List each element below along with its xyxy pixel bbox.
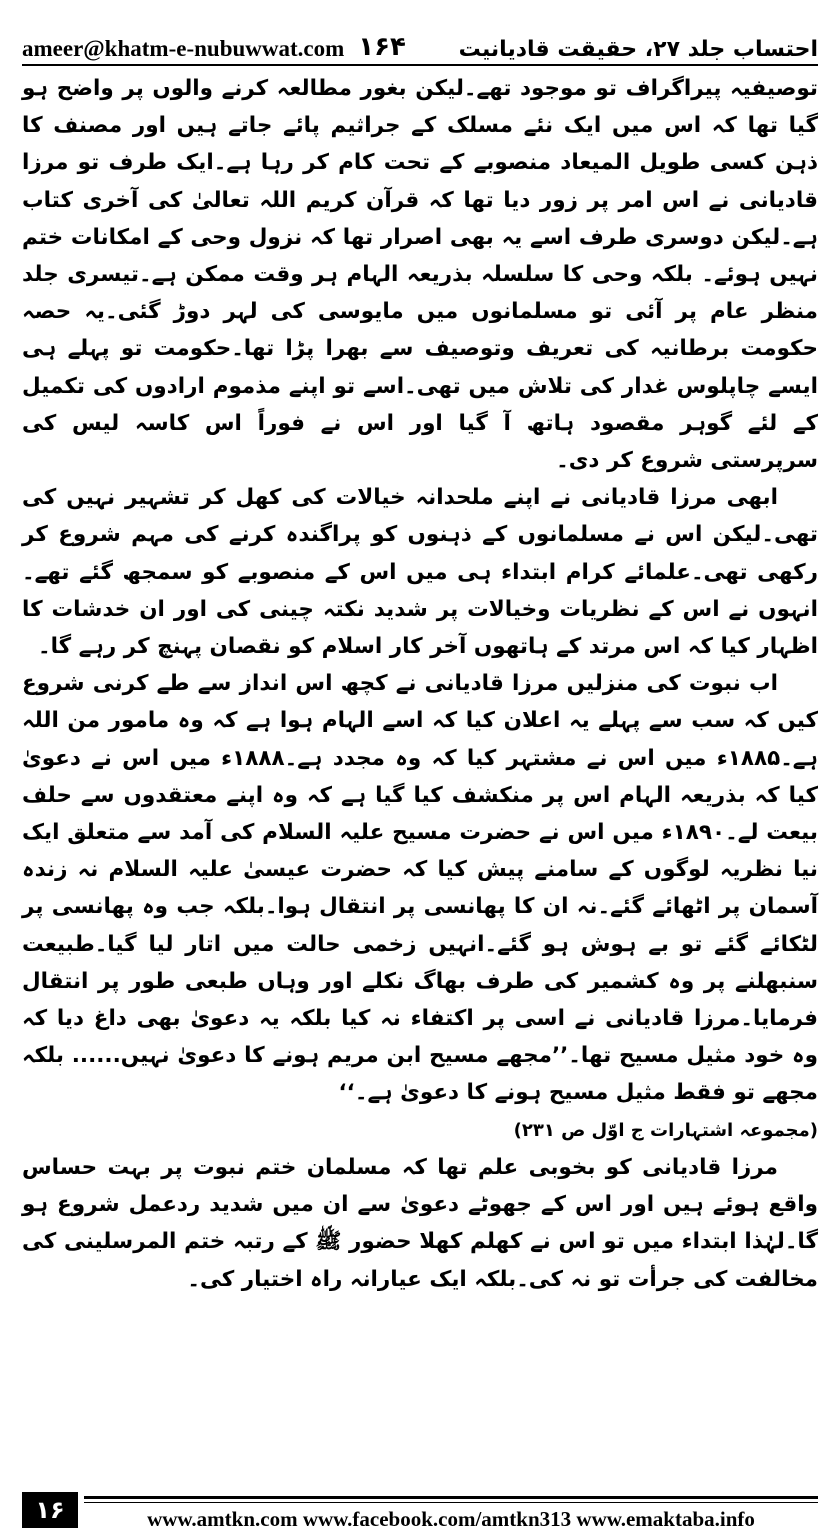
header-book-title: احتساب جلد ۲۷، حقیقت قادیانیت: [458, 37, 818, 62]
paragraph-3: اب نبوت کی منزلیں مرزا قادیانی نے کچھ اس انداز سے طے کرنی شروع کیں کہ سب سے پہلے یہ اعلان کیا کہ اسے الہام ہوا ہے کہ وہ مامور من اللہ ہے۔۱۸۸۵ء میں اس نے مشتہر کیا کہ وہ مجدد ہے۔۱۸۸۸ء میں اس نے دعویٰ کیا کہ بذریعہ الہام اس پر منکشف کیا گیا ہے کہ وہ اپنے معتقدوں سے حلف بیعت لے۔۱۸۹۰ء میں اس نے حضرت مسیح علیہ السلام کی آمد سے متعلق ایک نیا نظریہ لوگوں کے سامنے پیش کیا کہ حضرت عیسیٰ علیہ السلام نہ زندہ آسمان پر اٹھائے گئے۔نہ ان کا پھانسی پر انتقال ہوا۔بلکہ جب وہ پھانسی پر لٹکائے گئے تو بے ہوش ہو گئے۔انہیں زخمی حالت میں اتار لیا گیا۔طبیعت سنبھلنے پر وہ کشمیر کی طرف بھاگ نکلے اور وہاں طبعی طور پر انتقال فرمایا۔مرزا قادیانی نے اسی پر اکتفاء نہ کیا بلکہ یہ دعویٰ بھی داغ دیا کہ وہ خود مثیل مسیح تھا۔’’مجھے مسیح ابن مریم ہونے کا دعویٰ نہیں...... بلکہ مجھے تو فقط مثیل مسیح ہونے کا دعویٰ ہے۔‘‘: [22, 671, 819, 1106]
header-rule: [22, 64, 818, 66]
footer-links: www.amtkn.com www.facebook.com/amtkn313 www.emaktaba.info: [147, 1506, 755, 1531]
footer-sheet-number: ۱۶: [22, 1492, 78, 1528]
header-email: ameer@khatm-e-nubuwwat.com: [22, 36, 345, 61]
quote-reference: (مجموعہ اشتہارات ج اوّل ص ۲۳۱): [513, 1119, 818, 1141]
closing-paragraph: مرزا قادیانی کو بخوبی علم تھا کہ مسلمان ختم نبوت پر بہت حساس واقع ہوئے ہیں اور اس کے جھوٹے دعویٰ سے ان میں شدید ردعمل شروع ہو گا۔لہٰذا ابتداء میں تو اس نے کھلم کھلا حضور ﷺ کے رتبہ ختم المرسلینی کی مخالفت کی جرأت تو نہ کی۔بلکہ ایک عیارانہ راہ اختیار کی۔: [22, 1154, 818, 1292]
paragraph-2: ابھی مرزا قادیانی نے اپنے ملحدانہ خیالات کی کھل کر تشہیر نہیں کی تھی۔لیکن اس نے مسلمانوں کے ذہنوں کو پراگندہ کرنے کی مہم شروع کر رکھی تھی۔علمائے کرام ابتداء ہی میں اس کے منصوبے کو سمجھ گئے تھے۔انہوں نے اس کے نظریات وخیالات پر شدید نکتہ چینی کی اور ان خدشات کا اظہار کیا کہ اس مرتد کے ہاتھوں آخر کار اسلام کو نقصان پہنچ کر رہے گا۔: [22, 485, 818, 660]
footer-rule-thin: [84, 1502, 818, 1503]
footer-rule-thick: [84, 1496, 818, 1499]
page-header: [22, 10, 818, 62]
header-left: [22, 32, 406, 62]
header-page-number: ۱۶۴: [358, 32, 406, 62]
paragraph-1: توصیفیہ پیراگراف تو موجود تھے۔لیکن بغور مطالعہ کرنے والوں پر واضح ہو گیا تھا کہ اس میں ایک نئے مسلک کے جراثیم پائے جاتے ہیں اور مصنف کا ذہن کسی طویل المیعاد منصوبے کے تحت کام کر رہا ہے۔ایک طرف تو مرزا قادیانی نے اس امر پر زور دیا تھا کہ قرآن کریم اللہ تعالیٰ کی آخری کتاب ہے۔لیکن دوسری طرف اسے یہ بھی اصرار تھا کہ نزول وحی کے امکانات ختم نہیں ہوئے۔ بلکہ وحی کا سلسلہ بذریعہ الہام ہر وقت ممکن ہے۔تیسری جلد منظر عام پر آئی تو مسلمانوں میں مایوسی کی لہر دوڑ گئی۔یہ حصہ حکومت برطانیہ کی تعریف وتوصیف سے بھرا پڑا تھا۔حکومت تو پہلے ہی ایسے چاپلوس غدار کی تلاش میں تھی۔اسے تو اپنے مذموم ارادوں کی تکمیل کے لئے گوہر مقصود ہاتھ آ گیا اور اس نے فوراً اس کاسہ لیس کی سرپرستی شروع کر دی۔: [22, 76, 818, 474]
page-body: [22, 70, 818, 1298]
